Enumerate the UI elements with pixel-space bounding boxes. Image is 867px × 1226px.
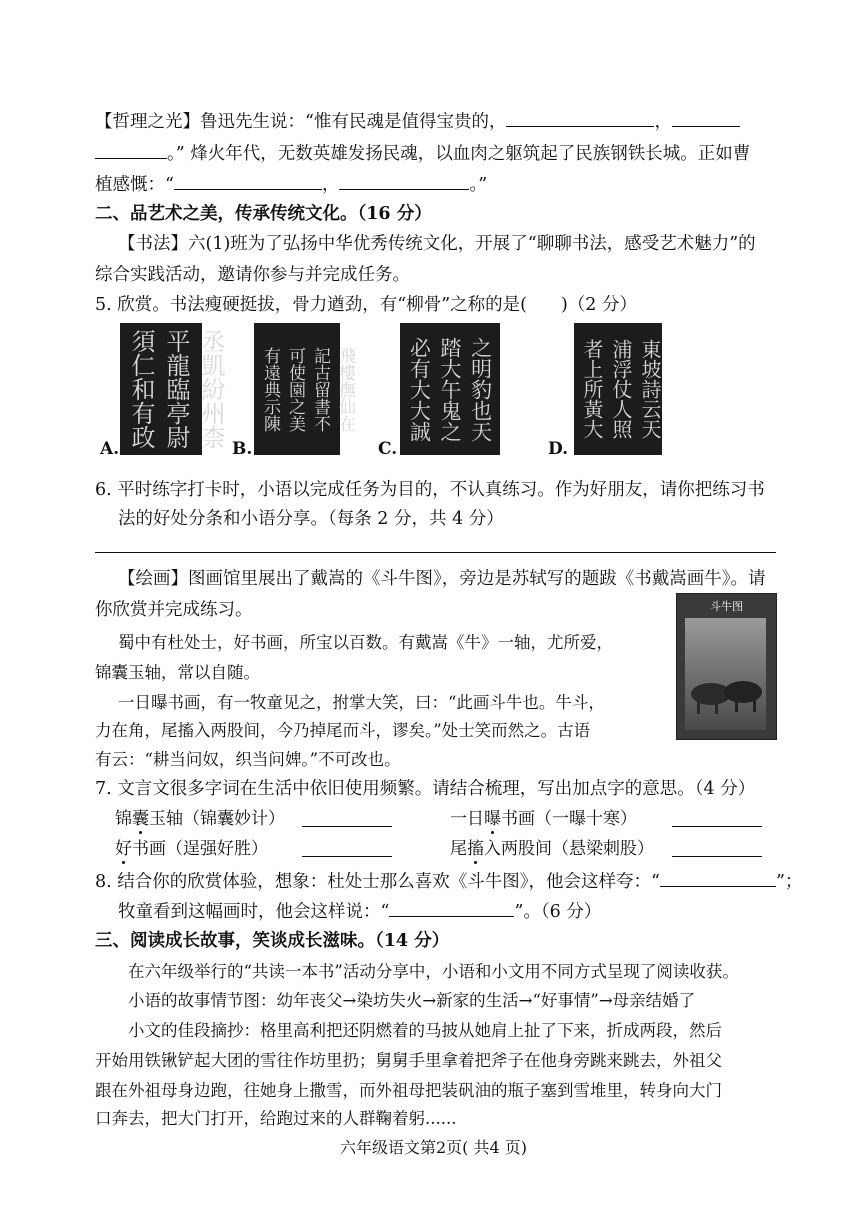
answer-blank[interactable] <box>672 856 762 857</box>
painting-title: 斗牛图 <box>710 600 743 613</box>
answer-blank[interactable] <box>389 898 514 917</box>
answer-blank[interactable] <box>302 826 392 827</box>
painting-intro: 【绘画】图画馆里展出了戴嵩的《斗牛图》，旁边是苏轼写的题跋《书戴嵩画牛》。请 <box>118 569 766 589</box>
classical-text-line: 锦囊玉轴，常以自随。 <box>95 663 260 682</box>
calligraphy-column: 浦浮仗人照 <box>609 339 633 439</box>
calligraphy-image-b <box>254 323 355 455</box>
story-excerpt-line: 开始用铁锹铲起大团的雪往作坊里扔；舅舅手里拿着把斧子在他身旁跳来跳去，外祖父 <box>95 1051 722 1070</box>
dotted-char: 囊 <box>132 809 149 829</box>
calligraphy-column: 必有大大誠 <box>407 336 432 442</box>
calligraphy-image-a <box>120 323 225 455</box>
option-label: B. <box>232 439 253 459</box>
calligraphy-column: 有遠典示陳 <box>260 346 280 432</box>
philosophy-quote: 【哲理之光】鲁迅先生说：“惟有民魂是值得宝贵的， <box>95 112 507 132</box>
calligraphy-column: 記古留書不 <box>310 346 330 432</box>
question-8-cont: 牧童看到这幅画时，他会这样说：“ ”。（6 分） <box>118 898 808 925</box>
calligraphy-column: 須仁和有政 <box>127 329 155 449</box>
calligraphy-image-d <box>574 323 662 455</box>
story-excerpt-line: 口奔去，把大门打开，给跑过来的人群鞠着躬...... <box>95 1109 457 1128</box>
story-excerpt-line: 跟在外祖母身边跑，往她身上撒雪，而外祖母把装矾油的瓶子塞到雪堆里，转身向大门 <box>95 1081 722 1100</box>
option-label: D. <box>548 439 569 459</box>
classical-text-line: 力在角，尾搐入两股间，今乃掉尾而斗，谬矣。”处士笑而然之。古语 <box>95 721 591 740</box>
question-7: 7. 文言文很多字词在生活中依旧使用频繁。请结合梳理，写出加点字的意思。（4 分） <box>95 779 756 799</box>
calligraphy-column: 可使園之美 <box>285 346 305 432</box>
option-label: A. <box>100 439 120 459</box>
dotted-char: 好 <box>115 839 132 859</box>
vocab-item: 好书画（逞强好胜） <box>115 839 268 859</box>
calligraphy-column: 者上所黃大 <box>580 339 604 439</box>
calligraphy-column: 踏大午鬼之 <box>437 336 462 442</box>
story-excerpt: 小文的佳段摘抄：格里高利把还阴燃着的马披从她肩上扯了下来，折成两段，然后 <box>128 1021 722 1040</box>
calligraphy-intro-cont: 综合实践活动，邀请你参与并完成任务。 <box>95 265 410 285</box>
answer-line[interactable] <box>95 552 776 553</box>
calligraphy-image-c <box>400 323 500 455</box>
calligraphy-column: 之明豹也天 <box>468 336 493 442</box>
calligraphy-column: 飛樓撫仙在 <box>335 346 355 432</box>
section-2-heading: 二、品艺术之美，传承传统文化。（16 分） <box>95 204 432 224</box>
section-3-heading: 三、阅读成长故事，笑谈成长滋味。（14 分） <box>95 931 450 951</box>
calligraphy-column: 東坡詩云天 <box>638 339 662 439</box>
philosophy-line-1: 【哲理之光】鲁迅先生说：“惟有民魂是值得宝贵的， ， <box>95 108 785 135</box>
answer-blank[interactable] <box>506 108 654 127</box>
answer-blank[interactable] <box>660 868 776 887</box>
question-8: 8. 结合你的欣赏体验，想象：杜处士那么喜欢《斗牛图》，他会这样夸：“ ”； <box>95 868 785 895</box>
question-5: 5. 欣赏。书法瘦硬挺拔，骨力遒劲，有“柳骨”之称的是( )（2 分） <box>95 295 638 315</box>
philosophy-line-2: 。” 烽火年代，无数英雄发扬民魂，以血肉之躯筑起了民族钢铁长城。正如曹 <box>95 140 785 167</box>
question-6: 6. 平时练字打卡时，小语以完成任务为目的，不认真练习。作为好朋友，请你把练习书 <box>95 480 765 500</box>
option-label: C. <box>378 439 398 459</box>
question-6-cont: 法的好处分条和小语分享。（每条 2 分，共 4 分） <box>118 509 504 529</box>
calligraphy-column: 丞凱紛州柰 <box>197 329 225 449</box>
answer-blank[interactable] <box>95 140 167 159</box>
dotted-char: 搐 <box>467 839 484 859</box>
painting-intro-cont: 你欣赏并完成练习。 <box>95 600 253 620</box>
answer-blank[interactable] <box>672 108 740 127</box>
story-paragraph: 在六年级举行的“共读一本书”活动分享中，小语和小文用不同方式呈现了阅读收获。 <box>128 962 739 981</box>
dotted-char: 曝 <box>484 809 501 829</box>
calligraphy-intro: 【书法】六(1)班为了弘扬中华优秀传统文化，开展了“聊聊书法，感受艺术魅力”的 <box>118 234 756 254</box>
classical-text-line: 蜀中有杜处士，好书画，所宝以百数。有戴嵩《牛》一轴，尤所爱， <box>118 633 613 652</box>
page-footer: 六年级语文第2页( 共4 页) <box>339 1138 528 1157</box>
vocab-item: 尾搐入两股间（悬梁刺股） <box>450 839 654 859</box>
story-plot-map: 小语的故事情节图：幼年丧父→染坊失火→新家的生活→“好事情”→母亲结婚了 <box>128 991 696 1010</box>
classical-text-line: 一日曝书画，有一牧童见之，拊掌大笑，曰：“此画斗牛也。牛斗， <box>118 693 605 712</box>
answer-blank[interactable] <box>339 171 469 190</box>
answer-blank[interactable] <box>174 171 322 190</box>
classical-text-line: 有云：“耕当问奴，织当问婢。”不可改也。 <box>95 750 401 769</box>
calligraphy-column: 平龍臨亭尉 <box>162 329 190 449</box>
vocab-item: 一日曝书画（一曝十寒） <box>450 809 637 829</box>
answer-blank[interactable] <box>302 856 392 857</box>
vocab-item: 锦囊玉轴（锦囊妙计） <box>115 809 285 829</box>
philosophy-line-3: 植感慨：“ ， 。” <box>95 171 785 198</box>
answer-blank[interactable] <box>672 826 762 827</box>
